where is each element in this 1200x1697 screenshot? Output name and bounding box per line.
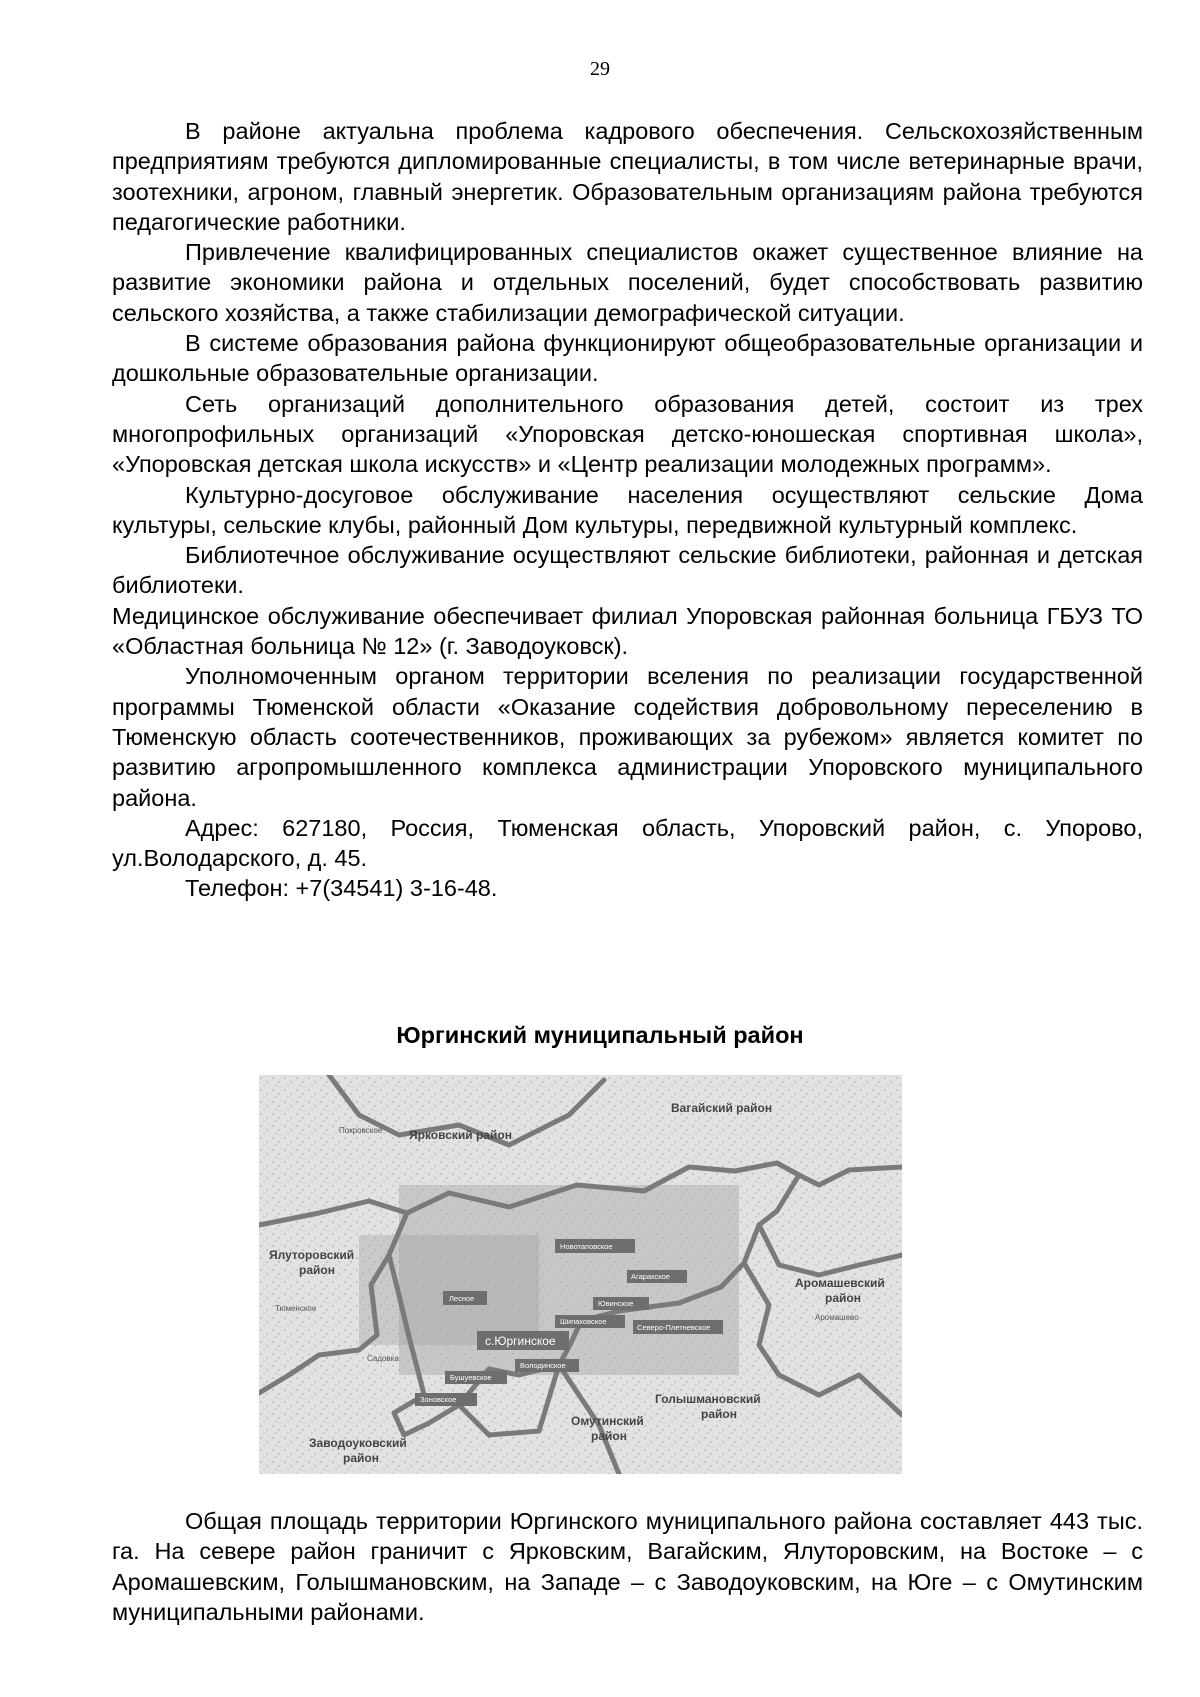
map-label-zavodoukovsky: Заводоуковский (309, 1436, 407, 1450)
map-label-vagaysky: Вагайский район (671, 1101, 773, 1115)
settlement-label: Северо-Плетневское (637, 1323, 711, 1332)
map-label-aromashevo: Аромашево (815, 1313, 859, 1322)
map-label-yalutorovsky-suffix: район (299, 1263, 335, 1277)
map-label-golyshmanovsky-suffix: район (701, 1407, 737, 1421)
bottom-text (112, 1506, 1143, 1627)
map-label-aromashevsky: Аромашевский (795, 1276, 885, 1290)
settlement-agaraksk (627, 1270, 687, 1283)
settlement-yurginskoe (477, 1331, 569, 1350)
settlement-shipakhovskoe (555, 1315, 625, 1328)
paragraph-authority: Уполномоченным органом территории вселения по реализации государственной программы Тюменской области «Оказание содействия добровольному переселению в Тюменскую область соотечественников, проживающих за рубежом» является комитет по развитию агропромышленного комплекса администрации Упоровского муниципального района. (112, 663, 1143, 811)
map-label-pokrovskoe: Покровское (339, 1126, 383, 1135)
settlement-volodinskoe (515, 1359, 579, 1372)
settlement-label: Агаракское (631, 1272, 670, 1281)
map-label-aromashevsky-suffix: район (825, 1291, 861, 1305)
settlement-zonovskoe (415, 1393, 477, 1406)
paragraph-phone: Телефон: +7(34541) 3-16-48. (185, 875, 498, 902)
map-label-golyshmanovsky: Голышмановский (655, 1392, 761, 1406)
settlement-lesnoe (443, 1291, 487, 1305)
settlement-label: Шипаховское (560, 1317, 607, 1326)
paragraph-education: В системе образования района функционируют общеобразовательные организации и дошкольные образовательные организации. (112, 330, 1143, 387)
paragraph-additional-education: Сеть организаций дополнительного образования детей, состоит из трех многопрофильных организаций «Упоровская детско-юношеская спортивная школа», «Упоровская детская школа искусств» и «Центр реализации молодежных программ». (112, 390, 1143, 478)
settlement-label: Ювинское (598, 1299, 634, 1308)
district-map (259, 1075, 902, 1474)
page-number: 29 (590, 58, 610, 80)
settlement-yuvinskoe (593, 1297, 649, 1310)
settlement-severo-plitnikovskoe (633, 1320, 723, 1334)
settlement-label: Зоновское (420, 1395, 457, 1404)
map-dark-region (359, 1235, 539, 1345)
settlement-bushuevskoe (445, 1371, 507, 1384)
settlement-label: Володинское (520, 1361, 566, 1370)
settlement-label: Лесное (449, 1294, 475, 1303)
paragraph-address: Адрес: 627180, Россия, Тюменская область, Упоровский район, с. Упорово, ул.Володарского, д. 45. (112, 814, 1143, 872)
map-label-omutinsky: Омутинский (571, 1414, 644, 1428)
map-label-tyumenskoe: Тюменское (275, 1304, 317, 1313)
section-title: Юргинский муниципальный район (396, 1022, 804, 1048)
settlement-label: с.Юргинское (485, 1334, 556, 1348)
paragraph-libraries: Библиотечное обслуживание осуществляют сельские библиотеки, районная и детская библиотеки. (112, 542, 1143, 599)
map-label-zavodoukovsky-suffix: район (343, 1451, 379, 1465)
body-text (112, 116, 1143, 904)
map-label-sadovka: Садовка (367, 1354, 399, 1363)
paragraph-area: Общая площадь территории Юргинского муниципального района составляет 443 тыс. га. На севере район граничит с Ярковским, Вагайским, Ялуторовским, на Востоке – с Аромашевским, Голышмановским, на Западе – с Заводоуковским, на Юге – с Омутинским муниципальными районами. (112, 1508, 1143, 1625)
settlement-novotapovskoe (555, 1239, 635, 1253)
paragraph-specialists: Привлечение квалифицированных специалистов окажет существенное влияние на развитие экономики района и отдельных поселений, будет способствовать развитию сельского хозяйства, а также стабилизации демографической ситуации. (112, 239, 1143, 326)
paragraph-medical: Медицинское обслуживание обеспечивает филиал Упоровская районная больница ГБУЗ ТО «Областная больница № 12» (г. Заводоуковск). (112, 602, 1143, 660)
map-label-yarkovsky: Ярковский район (409, 1128, 512, 1142)
settlement-label: Новотаповское (560, 1242, 613, 1251)
paragraph-staffing: В районе актуальна проблема кадрового обеспечения. Сельскохозяйственным предприятиям требуются дипломированные специалисты, в том числе ветеринарные врачи, зоотехники, агроном, главный энергетик. Образовательным организациям района требуются педагогические работники. (112, 118, 1143, 235)
map-label-omutinsky-suffix: район (591, 1429, 627, 1443)
settlement-label: Бушуевское (450, 1373, 492, 1382)
paragraph-culture: Культурно-досуговое обслуживание населения осуществляют сельские Дома культуры, сельские клубы, районный Дом культуры, передвижной культурный комплекс. (112, 481, 1143, 538)
map-label-yalutorovsky: Ялуторовский (269, 1248, 355, 1262)
